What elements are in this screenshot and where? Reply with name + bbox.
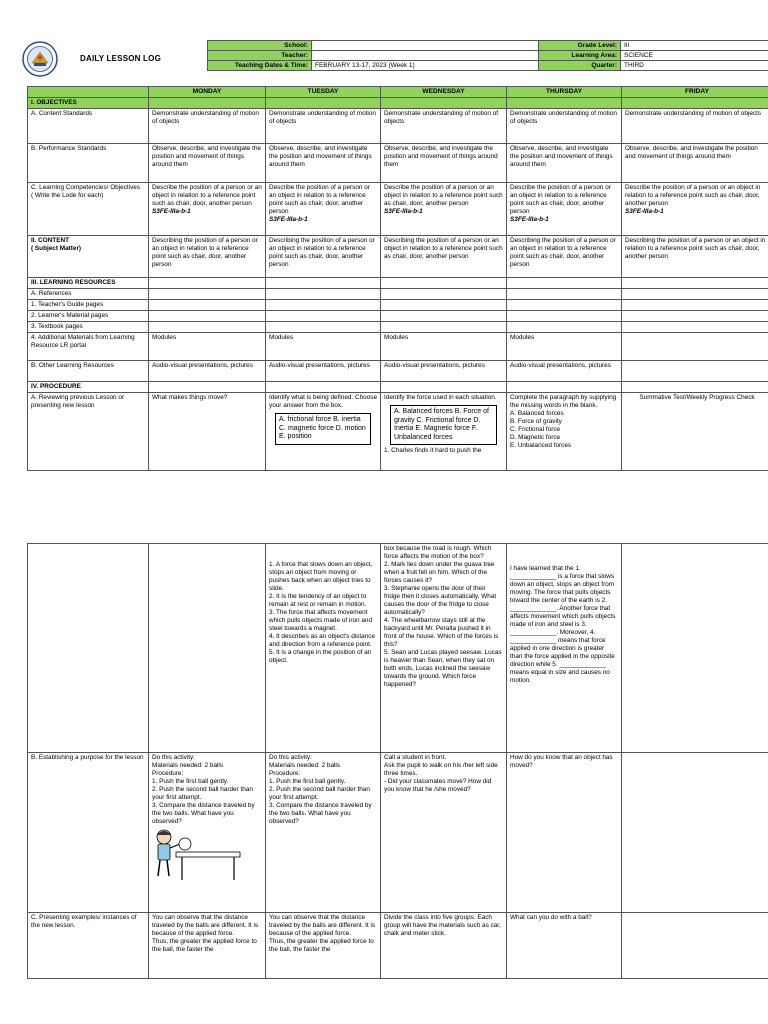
competencies-tue [266, 183, 381, 236]
competency-text: Describe the position of a person or an object in relation to a reference point such as chair, door, another person [269, 184, 370, 215]
deped-seal-logo [22, 41, 58, 77]
learning-area-value: SCIENCE [621, 51, 768, 61]
purpose-wed: Call a student in front. Ask the pupil to walk on his /her left side three times. - Did your classmates move? How did you know that he /she moved? [381, 753, 507, 913]
empty-cell [381, 289, 507, 300]
content-standards-fri: Demonstrate understanding of motion of objects [622, 109, 768, 144]
empty-cell [507, 311, 622, 322]
corner-cell [28, 87, 149, 98]
day-header-friday: FRIDAY [622, 87, 768, 98]
grade-level-value: III [621, 41, 768, 51]
objectives-fill [149, 98, 266, 109]
review-tue [266, 393, 381, 471]
empty-cell [622, 311, 768, 322]
empty-cell [622, 913, 768, 979]
learners-material-label: 2. Learner's Material pages [28, 311, 149, 322]
additional-materials-label: 4. Additional Materials from Learning Resource LR portal [28, 333, 149, 361]
review-wed-intro: Identify the force used in each situation. [384, 394, 497, 401]
empty-cell [381, 322, 507, 333]
objectives-fill [622, 98, 768, 109]
objectives-fill [266, 98, 381, 109]
content-label: II. CONTENT ( Subject Matter) [28, 236, 149, 278]
competency-text: Describe the position of a person or an object in relation to a reference point such as chair, door, another person [384, 184, 503, 207]
content-mon: Describing the position of a person or an object in relation to a reference point such as chair, door, another person [149, 236, 266, 278]
content-wed: Describing the position of a person or an object in relation to a reference point such as chair, door, another person [381, 236, 507, 278]
review-thu-items [507, 544, 622, 753]
learning-area-label: Learning Area: [539, 51, 621, 61]
other-resources-tue: Audio-visual presentations, pictures [266, 361, 381, 382]
empty-cell [381, 311, 507, 322]
competency-code: S3FE-IIIa-b-1 [269, 216, 308, 223]
empty-cell [507, 382, 622, 393]
empty-cell [266, 300, 381, 311]
empty-cell [622, 544, 768, 753]
empty-cell [507, 322, 622, 333]
empty-cell [507, 289, 622, 300]
empty-cell [266, 382, 381, 393]
teacher-value [312, 51, 539, 61]
other-resources-fri [622, 361, 768, 382]
header-info-table [207, 40, 768, 71]
presenting-thu: What can you do with a ball? [507, 913, 622, 979]
empty-cell [149, 382, 266, 393]
grade-level-label: Grade Level: [539, 41, 621, 51]
purpose-thu: How do you know that an object has moved? [507, 753, 622, 913]
additional-materials-wed: Modules [381, 333, 507, 361]
empty-cell [266, 278, 381, 289]
tue-items-text: 1. A force that slows down an object, stops an object from moving or pushes back when an object tries to slide. 2. It is the tendency of an object to remain at rest or remain in motion. 3. The force that affects movement which pulls objects made of iron and steel towards a magnet. 4. It describes as an object's distance and direction from a reference point. 5. It is a change in the position of an object. [269, 561, 376, 664]
quarter-label: Quarter: [539, 61, 621, 71]
purpose-tue: Do this activity: Materials needed: 2 balls Procedure: 1. Push the first ball gently. 2. Push the second ball harder than your first attempt. 3. Compare the distance traveled by the two balls. What have you observed? [266, 753, 381, 913]
competency-text: Describe the position of a person or an object in relation to a reference point such as chair, door, another person [510, 184, 611, 215]
empty-cell [149, 322, 266, 333]
content-thu: Describing the position of a person or an object in relation to a reference point such as chair, door, another person [507, 236, 622, 278]
competencies-wed [381, 183, 507, 236]
review-tue-items [266, 544, 381, 753]
review-fri: Summative Test/Weekly Progress Check [622, 393, 768, 471]
empty-cell [149, 278, 266, 289]
teacher-label: Teacher: [208, 51, 312, 61]
performance-standards-thu: Observe, describe, and investigate the position and movement of things around them [507, 144, 622, 183]
presenting-wed: Divide the class into five groups. Each group will have the materials such as car, chalk and meter stick. [381, 913, 507, 979]
procedure-label: IV. PROCEDURE [28, 382, 149, 393]
empty-cell [622, 289, 768, 300]
content-standards-wed: Demonstrate understanding of motion of objects [381, 109, 507, 144]
review-thu: Complete the paragraph by supplying the missing words in the blank. A. Balanced forces B. Force of gravity C. Frictional force D. Magnetic force E. Unbalanced forces [507, 393, 622, 471]
empty-cell [266, 322, 381, 333]
references-label: A. References [28, 289, 149, 300]
spacer [269, 545, 377, 561]
additional-materials-fri [622, 333, 768, 361]
presenting-label: C. Presenting examples/ instances of the new lesson. [28, 913, 149, 979]
teaching-dates-label: Teaching Dates & Time: [208, 61, 312, 71]
purpose-mon-text: Do this activity: Materials needed: 2 balls Procedure: 1. Push the first ball gently. 2. Push the second ball harder than your first attempt. 3. Compare the distance traveled by the two balls. What have you observed? [152, 754, 255, 825]
performance-standards-wed: Observe, describe, and investigate the position and movement of things around them [381, 144, 507, 183]
empty-cell [149, 300, 266, 311]
objectives-fill [381, 98, 507, 109]
presenting-tue: You can observe that the distance traveled by the balls are different. It is because of the applied force. Thus, the greater the applied force to the ball, the faster the [266, 913, 381, 979]
competency-text: Describe the position of a person or an object in relation to a reference point such as chair, door, another person [152, 184, 262, 207]
empty-cell [266, 289, 381, 300]
competency-code: S3FE-IIIa-b-1 [510, 216, 549, 223]
presenting-mon: You can observe that the distance traveled by the balls are different. It is because of the applied force. Thus, the greater the applied force to the ball, the faster the [149, 913, 266, 979]
textbook-pages-label: 3. Textbook pages [28, 322, 149, 333]
empty-cell [507, 278, 622, 289]
review-label: A. Reviewing previous Lesson or presenting new lesson [28, 393, 149, 471]
objectives-label: I. OBJECTIVES [28, 98, 149, 109]
content-tue: Describing the position of a person or an object in relation to a reference point such as chair, door, another person [266, 236, 381, 278]
day-header-thursday: THURSDAY [507, 87, 622, 98]
empty-cell [381, 300, 507, 311]
empty-cell [622, 322, 768, 333]
empty-cell [507, 300, 622, 311]
empty-cell [149, 289, 266, 300]
performance-standards-label: B. Performance Standards [28, 144, 149, 183]
purpose-label: B. Establishing a purpose for the lesson [28, 753, 149, 913]
performance-standards-fri: Observe, describe, and investigate the position and movement of things around them [622, 144, 768, 183]
additional-materials-mon: Modules [149, 333, 266, 361]
content-standards-mon: Demonstrate understanding of motion of objects [149, 109, 266, 144]
review-mon: What makes things move? [149, 393, 266, 471]
child-pushing-ball-illustration [152, 828, 242, 886]
other-resources-thu: Audio-visual presentations, pictures [507, 361, 622, 382]
teachers-guide-label: 1. Teacher's Guide pages [28, 300, 149, 311]
empty-cell [149, 544, 266, 753]
content-standards-thu: Demonstrate understanding of motion of objects [507, 109, 622, 144]
purpose-mon [149, 753, 266, 913]
spacer [510, 545, 618, 565]
day-header-tuesday: TUESDAY [266, 87, 381, 98]
competency-text: Describe the position of a person or an object in relation to a reference point such as chair, door, another person [625, 184, 761, 207]
choices-box: A. Balanced forces B. Force of gravity C. Frictional force D. Inertia E. Magnetic force F. Unbalanced forces [390, 405, 497, 445]
competencies-mon [149, 183, 266, 236]
empty-cell [381, 278, 507, 289]
review-wed-items: box because the road is rough. Which force affects the motion of the box? 2. Mark lies down under the guava tree when a fruit fell on him. Which of the forces causes it? 3. Stephanie opens the door of their fridge then it closes automatically. What causes the door of the fridge to close automatically? 4. The wheelbarrow stays still at the backyard until Mr. Peralta pushed it in front of the house. Which of the forces is this? 5. Sean and Lucas played seesaw. Lucas is heavier than Sean, when they sat on both ends, Lucas inclined the seesaw towards the ground. Which force happened? [381, 544, 507, 753]
competencies-label: C. Learning Competencies/ Objectives ( Write the Lode for each) [28, 183, 149, 236]
competency-code: S3FE-IIIa-b-1 [384, 208, 423, 215]
performance-standards-mon: Observe, describe, and investigate the position and movement of things around them [149, 144, 266, 183]
empty-cell [622, 382, 768, 393]
review-wed [381, 393, 507, 471]
empty-cell [149, 311, 266, 322]
content-fri: Describing the position of a person or an object in relation to a reference point such as chair, door, another person [622, 236, 768, 278]
day-header-wednesday: WEDNESDAY [381, 87, 507, 98]
review-tue-intro: Identify what is being defined. Choose your answer from the box. [269, 394, 378, 409]
empty-cell [622, 753, 768, 913]
additional-materials-thu: Modules [507, 333, 622, 361]
content-standards-label: A. Content Standards [28, 109, 149, 144]
day-header-monday: MONDAY [149, 87, 266, 98]
lesson-table-page2 [27, 543, 768, 979]
other-resources-wed: Audio-visual presentations, pictures [381, 361, 507, 382]
competency-code: S3FE-IIIa-b-1 [625, 208, 664, 215]
empty-cell [622, 300, 768, 311]
empty-cell [28, 544, 149, 753]
empty-cell [381, 382, 507, 393]
learning-resources-label: III. LEARNING RESOURCES [28, 278, 149, 289]
objectives-fill [507, 98, 622, 109]
document-title: DAILY LESSON LOG [80, 54, 161, 63]
empty-cell [622, 278, 768, 289]
content-standards-tue: Demonstrate understanding of motion of objects [266, 109, 381, 144]
school-value [312, 41, 539, 51]
review-wed-tail: 1. Charles finds it hard to push the [384, 447, 482, 454]
competency-code: S3FE-IIIa-b-1 [152, 208, 191, 215]
other-resources-label: B. Other Learning Resources [28, 361, 149, 382]
lesson-table-page1 [27, 86, 768, 471]
competencies-thu [507, 183, 622, 236]
competencies-fri [622, 183, 768, 236]
thu-items-text: I have learned that the 1. _____________ is a force that slows down an object, stops an object from moving. The force that pulls objects toward the center of the earth is 2. _____________. Another force that affects movement which pulls objects made of iron and steel is 3. _____________. Moreover, 4. _____________ means that force applied in one direction is greater than the force applied in the opposite direction while 5. _____________ means equal in size and causes no motion. [510, 565, 616, 684]
school-label: School: [208, 41, 312, 51]
additional-materials-tue: Modules [266, 333, 381, 361]
other-resources-mon: Audio-visual presentations, pictures [149, 361, 266, 382]
quarter-value: THIRD [621, 61, 768, 71]
empty-cell [266, 311, 381, 322]
choices-box: A. frictional force B. inertia C. magnetic force D. motion E. position [275, 413, 371, 445]
teaching-dates-value: FEBRUARY 13-17, 2023 (Week 1) [312, 61, 539, 71]
performance-standards-tue: Observe, describe, and investigate the position and movement of things around them [266, 144, 381, 183]
